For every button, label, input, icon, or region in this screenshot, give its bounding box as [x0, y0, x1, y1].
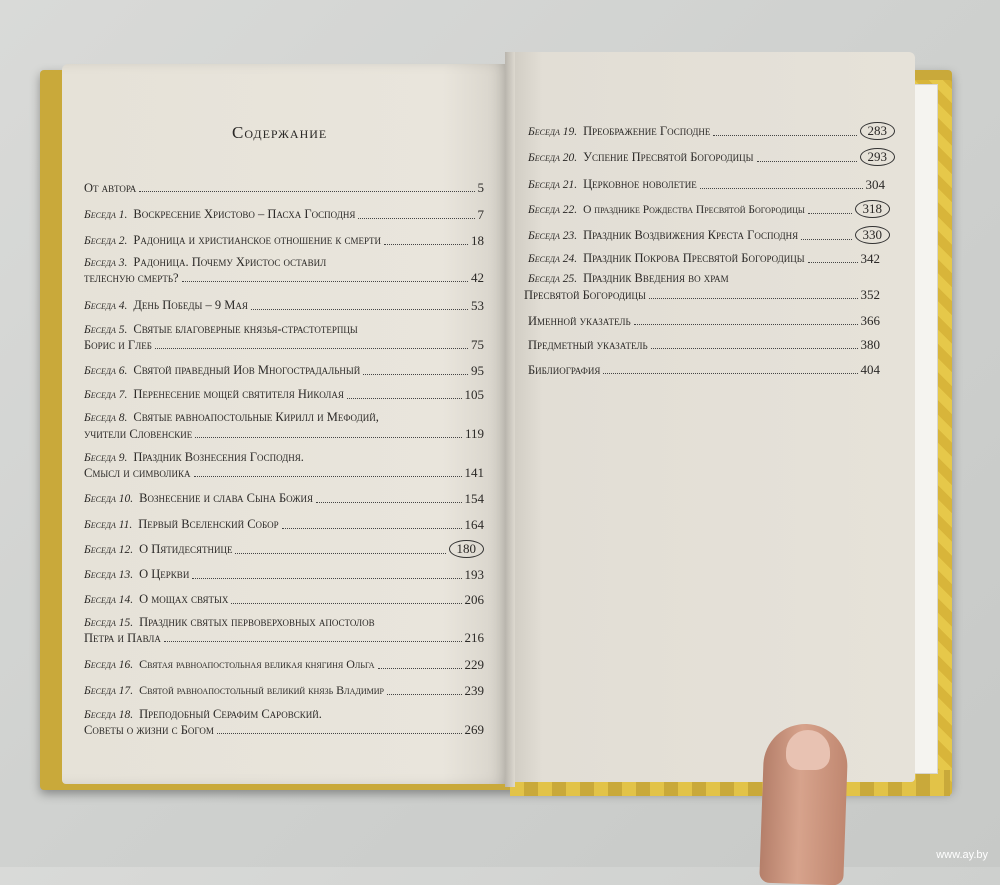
toc-entry: Беседа 4. День Победы – 9 Мая 53 [84, 298, 484, 313]
toc-entry: Беседа 11. Первый Вселенский Собор 164 [84, 517, 484, 532]
page-title: Содержание [232, 123, 328, 142]
toc-entry: Беседа 19. Преображение Господне 283 [528, 122, 895, 140]
toc-entry: Беседа 10. Вознесение и слава Сына Божия 154 [84, 491, 484, 506]
toc-entry: телесную смерть? 42 [84, 270, 484, 285]
circled-page-number: 318 [855, 200, 891, 218]
circled-page-number: 330 [855, 226, 891, 244]
page-block-edge [914, 84, 938, 774]
toc-entry: Беседа 7. Перенесение мощей святителя Николая 105 [84, 387, 484, 402]
toc-entry: Беседа 22. О празднике Рождества Пресвятой Богородицы 318 [528, 200, 890, 218]
toc-entry: От автора 5 [84, 180, 484, 195]
toc-entry: Смысл и символика 141 [84, 465, 484, 480]
toc-entry: Беседа 17. Святой равноапостольный великий князь Владимир 239 [84, 683, 484, 698]
toc-entry: Беседа 16. Святая равноапостольная великая княгиня Ольга 229 [84, 657, 484, 672]
toc-entry: Беседа 2. Радоница и христианское отношение к смерти 18 [84, 233, 484, 248]
toc-entry: Именной указатель 366 [528, 313, 880, 328]
toc-entry: Борис и Глеб 75 [84, 337, 484, 352]
toc-entry: Беседа 20. Успение Пресвятой Богородицы 293 [528, 148, 895, 166]
toc-entry: учители Словенские 119 [84, 426, 484, 441]
toc-entry-line1: Беседа 25. Праздник Введения во храм [528, 271, 729, 285]
toc-entry: Петра и Павла 216 [84, 630, 484, 645]
toc-entry: Беседа 14. О мощах святых 206 [84, 592, 484, 607]
toc-entry: Предметный указатель 380 [528, 337, 880, 352]
toc-entry: Беседа 24. Праздник Покрова Пресвятой Богородицы 342 [528, 251, 880, 266]
toc-entry-line1: Беседа 8. Святые равноапостольные Кирилл и Мефодий, [84, 410, 379, 424]
toc-entry: Беседа 6. Святой праведный Иов Многострадальный 95 [84, 363, 484, 378]
book-gutter [505, 52, 515, 787]
toc-entry: Беседа 1. Воскресение Христово – Пасха Господня 7 [84, 207, 484, 222]
toc-entry-line1: Беседа 3. Радоница. Почему Христос оставил [84, 255, 327, 269]
toc-entry-line1: Беседа 5. Святые благоверные князья-страстотерпцы [84, 322, 358, 336]
toc-entry: Библиография 404 [528, 362, 880, 377]
toc-entry: Беседа 21. Церковное новолетие 304 [528, 177, 885, 192]
watermark: www.ay.by [936, 849, 988, 861]
toc-entry-line1: Беседа 9. Праздник Вознесения Господня. [84, 450, 304, 464]
toc-entry: Советы о жизни с Богом 269 [84, 722, 484, 737]
toc-entry: Беседа 12. О Пятидесятнице 180 [84, 540, 484, 558]
toc-entry-line1: Беседа 15. Праздник святых первоверховных апостолов [84, 615, 375, 629]
toc-entry: Беседа 23. Праздник Воздвижения Креста Господня 330 [528, 226, 890, 244]
circled-page-number: 283 [860, 122, 896, 140]
toc-entry-line1: Беседа 18. Преподобный Серафим Саровский. [84, 707, 322, 721]
thumbnail [786, 730, 830, 770]
toc-entry: Пресвятой Богородицы 352 [524, 287, 880, 302]
toc-entry: Беседа 13. О Церкви 193 [84, 567, 484, 582]
circled-page-number: 293 [860, 148, 896, 166]
circled-page-number: 180 [449, 540, 485, 558]
